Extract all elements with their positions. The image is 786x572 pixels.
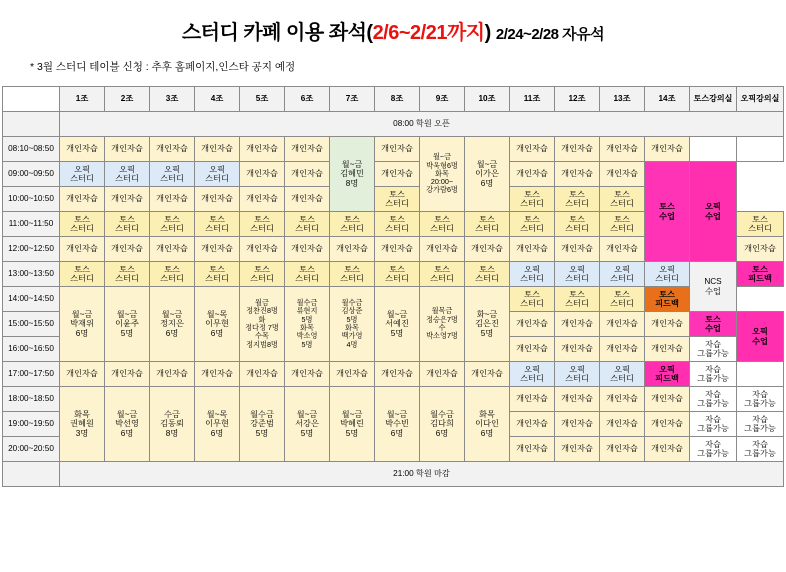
time-label-4: 12:00~12:50 bbox=[3, 237, 60, 262]
schedule-cell-r2-c8[interactable]: 토스 스터디 bbox=[555, 187, 600, 212]
schedule-cell-r11-c2[interactable]: 개인자습 bbox=[600, 412, 645, 437]
time-label-5: 13:00~13:50 bbox=[3, 262, 60, 287]
schedule-cell-r5-c12[interactable]: 오픽 스터디 bbox=[600, 262, 645, 287]
schedule-cell-r9-c9[interactable]: 개인자습 bbox=[465, 362, 510, 387]
time-label-12: 20:00~20:50 bbox=[3, 437, 60, 462]
time-label-10: 18:00~18:50 bbox=[3, 387, 60, 412]
column-header-1: 1조 bbox=[60, 87, 105, 112]
schedule-cell-r0-c1[interactable]: 개인자습 bbox=[105, 137, 150, 162]
column-header-11: 11조 bbox=[510, 87, 555, 112]
column-header-10: 10조 bbox=[465, 87, 510, 112]
schedule-cell-r3-c13[interactable]: 토스 스터디 bbox=[737, 212, 784, 237]
schedule-page bbox=[0, 16, 786, 572]
schedule-cell-r5-c13[interactable]: 오픽 스터디 bbox=[645, 262, 690, 287]
schedule-cell-r10-c10[interactable]: 개인자습 bbox=[510, 387, 555, 412]
schedule-cell-r6-c13[interactable]: 토스 피드백 bbox=[645, 287, 690, 312]
schedule-cell-r9-c3[interactable]: 개인자습 bbox=[195, 362, 240, 387]
schedule-cell-r2-c3[interactable]: 개인자습 bbox=[195, 187, 240, 212]
schedule-cell-r6-c8[interactable]: 월목금 정승은7명 수 박소영7명 bbox=[420, 287, 465, 362]
schedule-cell-r9-c4[interactable]: 개인자습 bbox=[240, 362, 285, 387]
schedule-cell-r9-c1[interactable]: 개인자습 bbox=[105, 362, 150, 387]
column-header-4: 4조 bbox=[195, 87, 240, 112]
schedule-cell-r11-c5[interactable]: 자습 그룹가능 bbox=[737, 412, 784, 437]
schedule-cell-r5-c8[interactable]: 토스 스터디 bbox=[420, 262, 465, 287]
schedule-cell-r4-c8[interactable]: 개인자습 bbox=[420, 237, 465, 262]
schedule-cell-r0-c9[interactable]: 월~금 이가은 6명 bbox=[465, 137, 510, 212]
schedule-cell-r0-c13[interactable]: 개인자습 bbox=[645, 137, 690, 162]
schedule-cell-r2-c4[interactable]: 개인자습 bbox=[240, 187, 285, 212]
schedule-cell-r0-c3[interactable]: 개인자습 bbox=[195, 137, 240, 162]
schedule-cell-r9-c15[interactable] bbox=[737, 362, 784, 387]
schedule-cell-r1-c5[interactable]: 개인자습 bbox=[285, 162, 330, 187]
schedule-cell-r2-c5[interactable]: 개인자습 bbox=[285, 187, 330, 212]
schedule-cell-r3-c2[interactable]: 토스 스터디 bbox=[150, 212, 195, 237]
column-header-16: 오픽강의실 bbox=[737, 87, 784, 112]
schedule-cell-r1-c11[interactable]: 오픽 수업 bbox=[690, 162, 737, 262]
schedule-cell-r6-c3[interactable]: 월~목 이무현 6명 bbox=[195, 287, 240, 362]
schedule-cell-r3-c5[interactable]: 토스 스터디 bbox=[285, 212, 330, 237]
time-label-0: 08:10~08:50 bbox=[3, 137, 60, 162]
schedule-cell-r10-c2[interactable]: 수금 김동뢰 8명 bbox=[150, 387, 195, 462]
time-label-11: 19:00~19:50 bbox=[3, 412, 60, 437]
schedule-cell-r8-c4[interactable]: 자습 그룹가능 bbox=[690, 337, 737, 362]
schedule-cell-r3-c3[interactable]: 토스 스터디 bbox=[195, 212, 240, 237]
schedule-cell-r5-c14[interactable]: NCS 수업 bbox=[690, 262, 737, 312]
schedule-cell-r10-c6[interactable]: 월~금 박혜린 5명 bbox=[330, 387, 375, 462]
schedule-cell-r10-c5[interactable]: 월~금 서강은 5명 bbox=[285, 387, 330, 462]
schedule-cell-r8-c2[interactable]: 개인자습 bbox=[600, 337, 645, 362]
schedule-cell-r6-c4[interactable]: 월금 정찬진8명 화 정다정 7명 수목 정지범8명 bbox=[240, 287, 285, 362]
schedule-cell-r7-c1[interactable]: 개인자습 bbox=[555, 312, 600, 337]
schedule-cell-r8-c3[interactable]: 개인자습 bbox=[645, 337, 690, 362]
title-sub: 2/24~2/28 자유석 bbox=[495, 26, 605, 43]
schedule-cell-r1-c9[interactable]: 개인자습 bbox=[600, 162, 645, 187]
schedule-cell-r4-c9[interactable]: 개인자습 bbox=[465, 237, 510, 262]
schedule-cell-r10-c9[interactable]: 화목 이다인 6명 bbox=[465, 387, 510, 462]
schedule-cell-r12-c1[interactable]: 개인자습 bbox=[555, 437, 600, 462]
schedule-cell-r6-c12[interactable]: 토스 스터디 bbox=[600, 287, 645, 312]
table-row bbox=[3, 262, 784, 287]
schedule-cell-r4-c13[interactable]: 개인자습 bbox=[737, 237, 784, 262]
schedule-cell-r7-c2[interactable]: 개인자습 bbox=[600, 312, 645, 337]
schedule-cell-r1-c1[interactable]: 오픽 스터디 bbox=[105, 162, 150, 187]
schedule-cell-r9-c11[interactable]: 오픽 스터디 bbox=[555, 362, 600, 387]
schedule-cell-r0-c11[interactable]: 개인자습 bbox=[555, 137, 600, 162]
schedule-cell-r0-c15[interactable] bbox=[737, 137, 784, 162]
schedule-cell-r6-c2[interactable]: 월~금 정지은 6명 bbox=[150, 287, 195, 362]
column-header-13: 13조 bbox=[600, 87, 645, 112]
schedule-cell-r10-c1[interactable]: 월~금 박선영 6명 bbox=[105, 387, 150, 462]
schedule-cell-r4-c12[interactable]: 개인자습 bbox=[600, 237, 645, 262]
time-label-2: 10:00~10:50 bbox=[3, 187, 60, 212]
schedule-cell-r3-c7[interactable]: 토스 스터디 bbox=[375, 212, 420, 237]
schedule-cell-r12-c5[interactable]: 자습 그룹가능 bbox=[737, 437, 784, 462]
time-label-9: 17:00~17:50 bbox=[3, 362, 60, 387]
schedule-cell-r7-c0[interactable]: 개인자습 bbox=[510, 312, 555, 337]
schedule-cell-r0-c2[interactable]: 개인자습 bbox=[150, 137, 195, 162]
schedule-cell-r10-c12[interactable]: 개인자습 bbox=[600, 387, 645, 412]
schedule-cell-r6-c6[interactable]: 월수금 김상준 5명 화목 백가영 4명 bbox=[330, 287, 375, 362]
schedule-cell-r9-c7[interactable]: 개인자습 bbox=[375, 362, 420, 387]
schedule-cell-r5-c1[interactable]: 토스 스터디 bbox=[105, 262, 150, 287]
schedule-cell-r8-c0[interactable]: 개인자습 bbox=[510, 337, 555, 362]
column-header-5: 5조 bbox=[240, 87, 285, 112]
open-banner-row-text: 08:00 학원 오픈 bbox=[60, 112, 784, 137]
table-row bbox=[3, 287, 784, 312]
schedule-cell-r3-c4[interactable]: 토스 스터디 bbox=[240, 212, 285, 237]
schedule-cell-r4-c11[interactable]: 개인자습 bbox=[555, 237, 600, 262]
table-row bbox=[3, 162, 784, 187]
schedule-cell-r3-c6[interactable]: 토스 스터디 bbox=[330, 212, 375, 237]
schedule-cell-r12-c4[interactable]: 자습 그룹가능 bbox=[690, 437, 737, 462]
table-header-row bbox=[3, 87, 784, 112]
column-header-8: 8조 bbox=[375, 87, 420, 112]
schedule-cell-r1-c2[interactable]: 오픽 스터디 bbox=[150, 162, 195, 187]
schedule-cell-r0-c10[interactable]: 개인자습 bbox=[510, 137, 555, 162]
schedule-cell-r10-c11[interactable]: 개인자습 bbox=[555, 387, 600, 412]
column-header-6: 6조 bbox=[285, 87, 330, 112]
column-header-7: 7조 bbox=[330, 87, 375, 112]
schedule-cell-r6-c9[interactable]: 화~금 김은진 5명 bbox=[465, 287, 510, 362]
schedule-cell-r1-c7[interactable]: 개인자습 bbox=[510, 162, 555, 187]
schedule-cell-r0-c12[interactable]: 개인자습 bbox=[600, 137, 645, 162]
schedule-cell-r10-c3[interactable]: 월~목 이무현 6명 bbox=[195, 387, 240, 462]
title-highlight: 2/6~2/21까지 bbox=[372, 22, 485, 44]
schedule-cell-r4-c5[interactable]: 개인자습 bbox=[285, 237, 330, 262]
schedule-cell-r4-c0[interactable]: 개인자습 bbox=[60, 237, 105, 262]
schedule-cell-r0-c8[interactable]: 월~금 박욱형6명 화목 20:00~ 강가람6명 bbox=[420, 137, 465, 212]
schedule-cell-r9-c12[interactable]: 오픽 스터디 bbox=[600, 362, 645, 387]
column-header-9: 9조 bbox=[420, 87, 465, 112]
open-banner-row bbox=[3, 112, 784, 137]
schedule-cell-r1-c6[interactable]: 개인자습 bbox=[375, 162, 420, 187]
schedule-cell-r1-c3[interactable]: 오픽 스터디 bbox=[195, 162, 240, 187]
schedule-cell-r9-c2[interactable]: 개인자습 bbox=[150, 362, 195, 387]
schedule-cell-r7-c3[interactable]: 개인자습 bbox=[645, 312, 690, 337]
schedule-cell-r9-c6[interactable]: 개인자습 bbox=[330, 362, 375, 387]
schedule-cell-r3-c11[interactable]: 토스 스터디 bbox=[555, 212, 600, 237]
schedule-cell-r5-c0[interactable]: 토스 스터디 bbox=[60, 262, 105, 287]
column-header-15: 토스강의실 bbox=[690, 87, 737, 112]
schedule-cell-r10-c7[interactable]: 월~금 박수빈 6명 bbox=[375, 387, 420, 462]
schedule-cell-r5-c15[interactable]: 토스 피드백 bbox=[737, 262, 784, 287]
schedule-cell-r9-c14[interactable]: 자습 그룹가능 bbox=[690, 362, 737, 387]
schedule-cell-r2-c9[interactable]: 토스 스터디 bbox=[600, 187, 645, 212]
schedule-cell-r12-c2[interactable]: 개인자습 bbox=[600, 437, 645, 462]
schedule-cell-r5-c10[interactable]: 오픽 스터디 bbox=[510, 262, 555, 287]
schedule-cell-r2-c6[interactable]: 토스 스터디 bbox=[375, 187, 420, 212]
schedule-cell-r1-c0[interactable]: 오픽 스터디 bbox=[60, 162, 105, 187]
schedule-cell-r5-c9[interactable]: 토스 스터디 bbox=[465, 262, 510, 287]
schedule-cell-r0-c4[interactable]: 개인자습 bbox=[240, 137, 285, 162]
schedule-table bbox=[2, 86, 784, 487]
schedule-cell-r11-c4[interactable]: 자습 그룹가능 bbox=[690, 412, 737, 437]
schedule-cell-r5-c11[interactable]: 오픽 스터디 bbox=[555, 262, 600, 287]
schedule-cell-r5-c6[interactable]: 토스 스터디 bbox=[330, 262, 375, 287]
schedule-cell-r6-c7[interactable]: 월~금 서예진 5명 bbox=[375, 287, 420, 362]
schedule-cell-r1-c4[interactable]: 개인자습 bbox=[240, 162, 285, 187]
schedule-cell-r4-c10[interactable]: 개인자습 bbox=[510, 237, 555, 262]
schedule-cell-r10-c13[interactable]: 개인자습 bbox=[645, 387, 690, 412]
schedule-cell-r12-c3[interactable]: 개인자습 bbox=[645, 437, 690, 462]
table-row bbox=[3, 387, 784, 412]
table-row bbox=[3, 137, 784, 162]
schedule-cell-r4-c7[interactable]: 개인자습 bbox=[375, 237, 420, 262]
column-header-12: 12조 bbox=[555, 87, 600, 112]
schedule-cell-r1-c8[interactable]: 개인자습 bbox=[555, 162, 600, 187]
schedule-cell-r4-c1[interactable]: 개인자습 bbox=[105, 237, 150, 262]
schedule-cell-r8-c1[interactable]: 개인자습 bbox=[555, 337, 600, 362]
schedule-cell-r3-c1[interactable]: 토스 스터디 bbox=[105, 212, 150, 237]
schedule-cell-r0-c6[interactable]: 월~금 김혜민 8명 bbox=[330, 137, 375, 212]
schedule-cell-r2-c1[interactable]: 개인자습 bbox=[105, 187, 150, 212]
close-banner-row-text: 21:00 학원 마감 bbox=[60, 462, 784, 487]
time-label-8: 16:00~16:50 bbox=[3, 337, 60, 362]
schedule-cell-r12-c0[interactable]: 개인자습 bbox=[510, 437, 555, 462]
banner-time-cell bbox=[3, 462, 60, 487]
table-corner-cell bbox=[3, 87, 60, 112]
schedule-cell-r9-c8[interactable]: 개인자습 bbox=[420, 362, 465, 387]
banner-time-cell bbox=[3, 112, 60, 137]
schedule-cell-r10-c8[interactable]: 월수금 김다희 6명 bbox=[420, 387, 465, 462]
schedule-cell-r4-c2[interactable]: 개인자습 bbox=[150, 237, 195, 262]
table-row bbox=[3, 362, 784, 387]
schedule-cell-r0-c14[interactable] bbox=[690, 137, 737, 162]
close-banner-row bbox=[3, 462, 784, 487]
title-tail: ) bbox=[484, 22, 491, 44]
time-label-1: 09:00~09:50 bbox=[3, 162, 60, 187]
schedule-cell-r2-c7[interactable]: 토스 스터디 bbox=[510, 187, 555, 212]
schedule-cell-r5-c7[interactable]: 토스 스터디 bbox=[375, 262, 420, 287]
schedule-cell-r4-c6[interactable]: 개인자습 bbox=[330, 237, 375, 262]
schedule-cell-r11-c1[interactable]: 개인자습 bbox=[555, 412, 600, 437]
schedule-cell-r0-c5[interactable]: 개인자습 bbox=[285, 137, 330, 162]
column-header-14: 14조 bbox=[645, 87, 690, 112]
page-title bbox=[0, 16, 786, 45]
column-header-2: 2조 bbox=[105, 87, 150, 112]
schedule-cell-r0-c7[interactable]: 개인자습 bbox=[375, 137, 420, 162]
schedule-cell-r6-c11[interactable]: 토스 스터디 bbox=[555, 287, 600, 312]
schedule-cell-r3-c12[interactable]: 토스 스터디 bbox=[600, 212, 645, 237]
schedule-cell-r6-c0[interactable]: 월~금 박재위 6명 bbox=[60, 287, 105, 362]
schedule-cell-r3-c10[interactable]: 토스 스터디 bbox=[510, 212, 555, 237]
column-header-3: 3조 bbox=[150, 87, 195, 112]
schedule-cell-r4-c4[interactable]: 개인자습 bbox=[240, 237, 285, 262]
schedule-cell-r6-c1[interactable]: 월~금 이윤주 5명 bbox=[105, 287, 150, 362]
time-label-7: 15:00~15:50 bbox=[3, 312, 60, 337]
schedule-cell-r10-c4[interactable]: 월수금 강준범 5명 bbox=[240, 387, 285, 462]
schedule-cell-r5-c2[interactable]: 토스 스터디 bbox=[150, 262, 195, 287]
schedule-cell-r9-c0[interactable]: 개인자습 bbox=[60, 362, 105, 387]
schedule-cell-r7-c4[interactable]: 토스 수업 bbox=[690, 312, 737, 337]
schedule-cell-r5-c4[interactable]: 토스 스터디 bbox=[240, 262, 285, 287]
schedule-cell-r9-c5[interactable]: 개인자습 bbox=[285, 362, 330, 387]
schedule-cell-r3-c8[interactable]: 토스 스터디 bbox=[420, 212, 465, 237]
schedule-cell-r11-c0[interactable]: 개인자습 bbox=[510, 412, 555, 437]
schedule-cell-r10-c15[interactable]: 자습 그룹가능 bbox=[737, 387, 784, 412]
schedule-cell-r9-c13[interactable]: 오픽 피드백 bbox=[645, 362, 690, 387]
schedule-cell-r11-c3[interactable]: 개인자습 bbox=[645, 412, 690, 437]
title-main: 스터디 카페 이용 좌석( bbox=[181, 22, 373, 44]
schedule-cell-r0-c0[interactable]: 개인자습 bbox=[60, 137, 105, 162]
time-label-3: 11:00~11:50 bbox=[3, 212, 60, 237]
schedule-cell-r2-c0[interactable]: 개인자습 bbox=[60, 187, 105, 212]
schedule-cell-r9-c10[interactable]: 오픽 스터디 bbox=[510, 362, 555, 387]
time-label-6: 14:00~14:50 bbox=[3, 287, 60, 312]
schedule-cell-r6-c5[interactable]: 월수금 류현지 5명 화목 박소영 5명 bbox=[285, 287, 330, 362]
schedule-cell-r2-c2[interactable]: 개인자습 bbox=[150, 187, 195, 212]
schedule-cell-r4-c3[interactable]: 개인자습 bbox=[195, 237, 240, 262]
schedule-cell-r10-c0[interactable]: 화목 권혜원 3명 bbox=[60, 387, 105, 462]
schedule-cell-r1-c10[interactable]: 토스 수업 bbox=[645, 162, 690, 262]
schedule-cell-r5-c3[interactable]: 토스 스터디 bbox=[195, 262, 240, 287]
schedule-cell-r3-c9[interactable]: 토스 스터디 bbox=[465, 212, 510, 237]
schedule-cell-r3-c0[interactable]: 토스 스터디 bbox=[60, 212, 105, 237]
page-note: * 3월 스터디 테이블 신청 : 추후 홈페이지,인스타 공지 예정 bbox=[30, 61, 296, 73]
schedule-cell-r5-c5[interactable]: 토스 스터디 bbox=[285, 262, 330, 287]
schedule-cell-r10-c14[interactable]: 자습 그룹가능 bbox=[690, 387, 737, 412]
schedule-cell-r6-c10[interactable]: 토스 스터디 bbox=[510, 287, 555, 312]
schedule-cell-r7-c5[interactable]: 오픽 수업 bbox=[737, 312, 784, 362]
